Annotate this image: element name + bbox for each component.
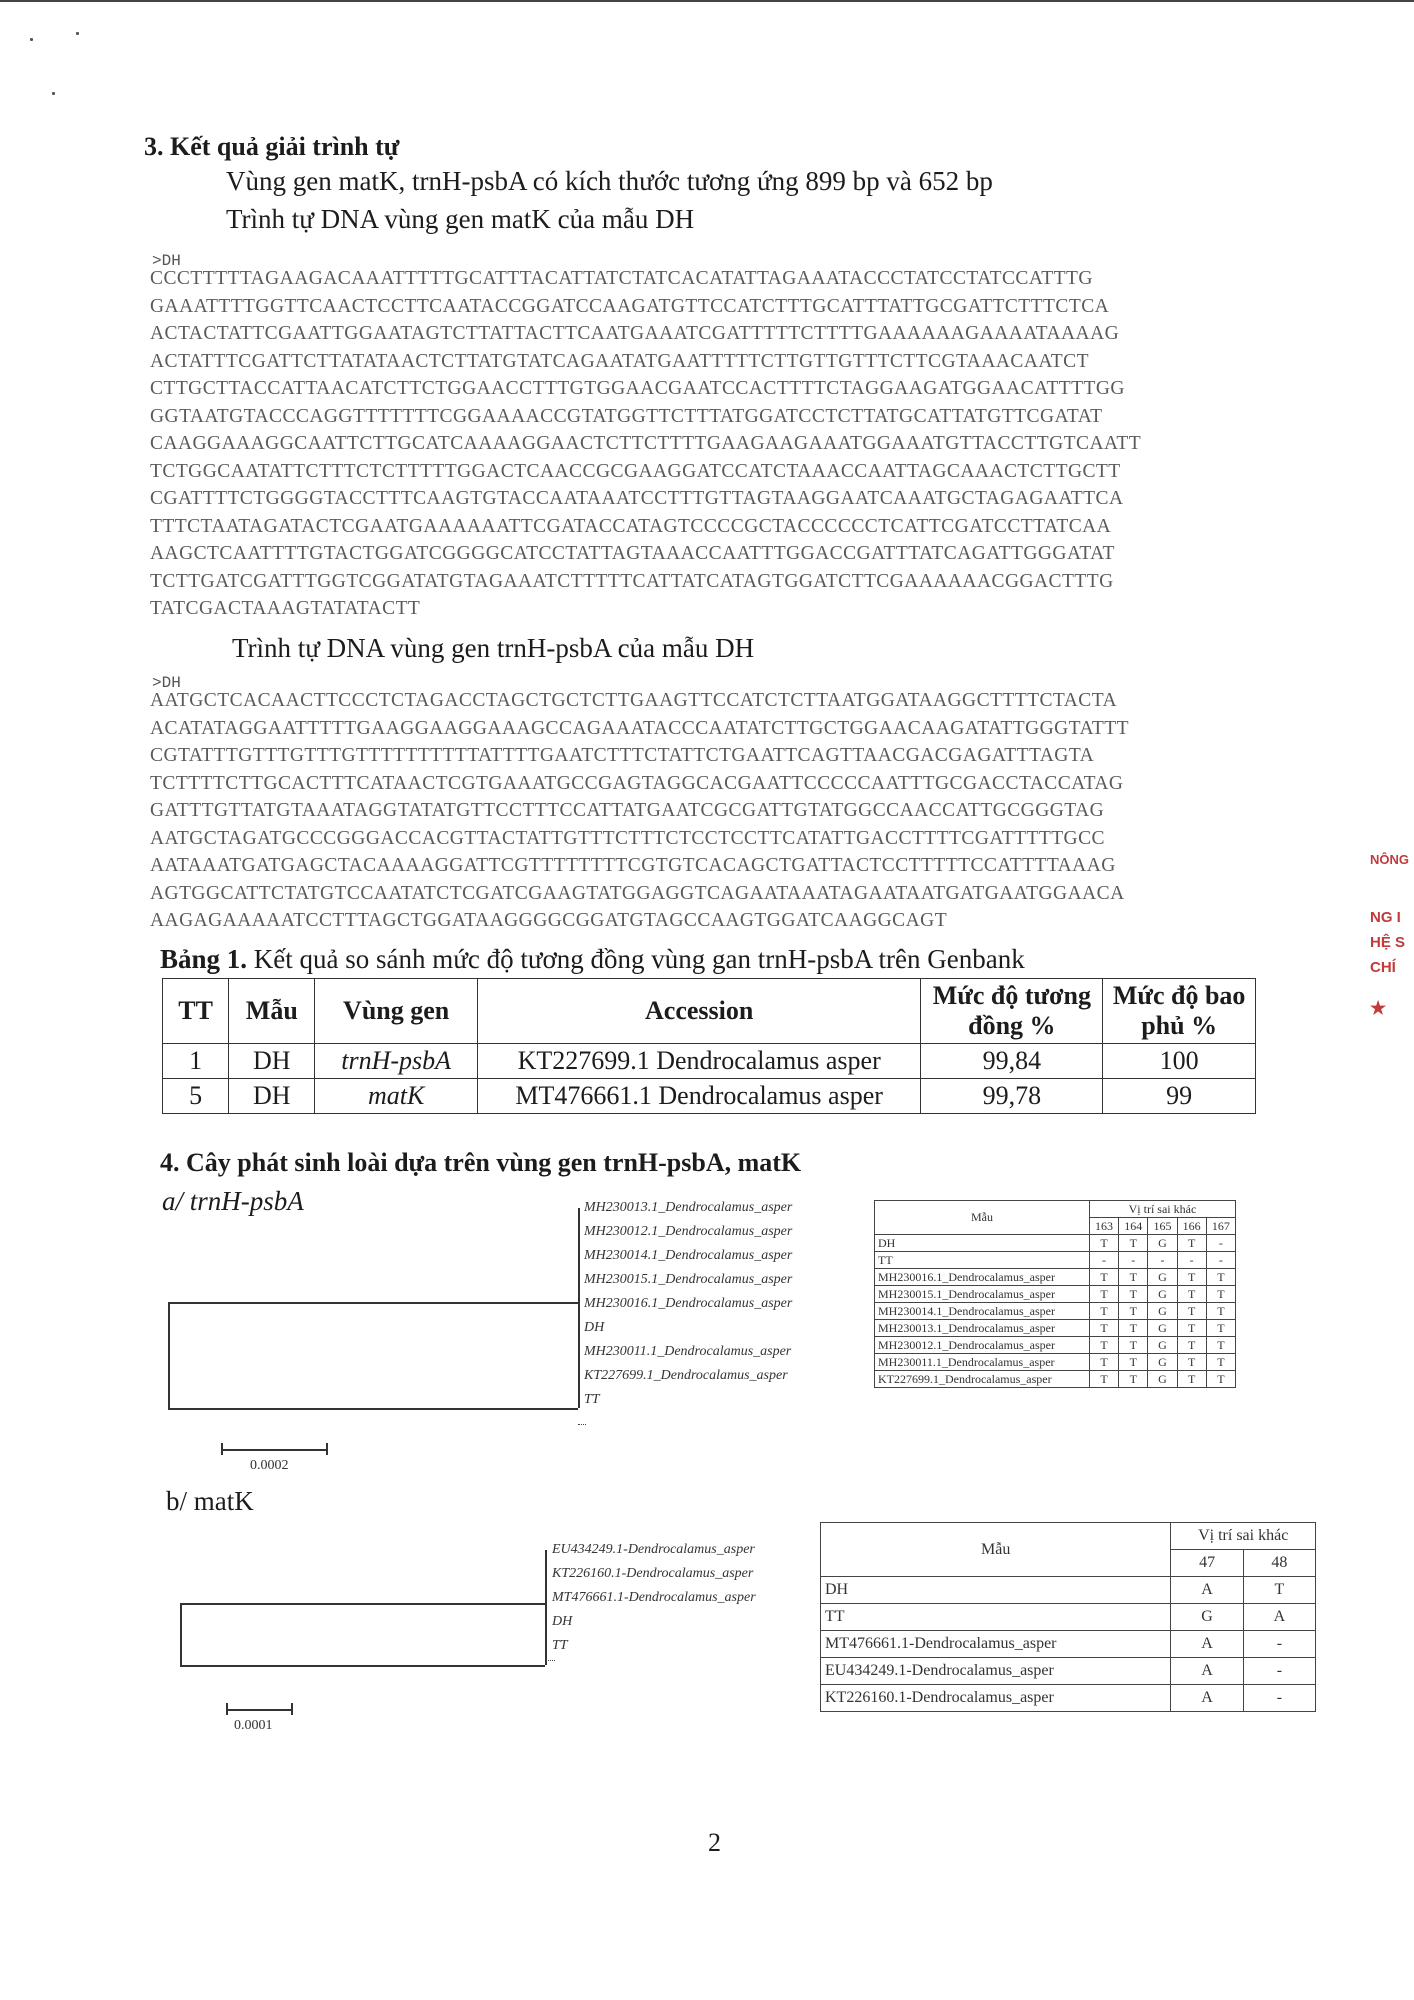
variant-table-cell: A [1171,1658,1243,1685]
variant-table-cell: A [1171,1577,1243,1604]
tree-a-scale-bar [221,1449,327,1451]
tree-leaf-label: MH230014.1_Dendrocalamus_asper [584,1248,793,1263]
variant-table-sample: MH230012.1_Dendrocalamus_asper [875,1337,1090,1354]
variant-table-cell: T [1089,1235,1118,1252]
scan-speck [30,38,33,41]
variant-table-cell: T [1089,1354,1118,1371]
variant-table-cell: T [1119,1320,1148,1337]
table-cell: 5 [163,1079,229,1114]
tree-a-branch [168,1302,578,1304]
sequence-line: AGTGGCATTCTATGTCCAATATCTCGATCGAAGTATGGAGGTCAGAATAAATAGAATAATGATGAATGGAACA [150,882,1125,904]
tree-leaf-label: EU434249.1-Dendrocalamus_asper [552,1542,755,1557]
variant-table-position: 163 [1089,1218,1118,1235]
tree-a-leaves [584,1196,792,1412]
variant-table-cell: T [1119,1303,1148,1320]
tree-leaf-label: KT226160.1-Dendrocalamus_asper [552,1566,754,1581]
variant-table-cell: T [1177,1286,1206,1303]
table-row [821,1604,1316,1631]
table-cell: matK [315,1079,478,1114]
variant-table-cell: - [1206,1235,1235,1252]
variant-table-cell: T [1206,1337,1235,1354]
table-1-header-tuong-dong: Mức độ tương đồng % [921,979,1103,1044]
table-1-header-vung-gen: Vùng gen [315,979,478,1044]
sequence-line: AATGCTCACAACTTCCCTCTAGACCTAGCTGCTCTTGAAGTTCCATCTCTTAATGGATAAGGCTTTTCTACTA [150,690,1118,711]
tree-b-branch [180,1603,182,1665]
table-row [875,1320,1236,1337]
variant-table-cell: - [1177,1252,1206,1269]
variant-table-sample: KT227699.1_Dendrocalamus_asper [875,1371,1090,1388]
matk-sequence-caption: Trình tự DNA vùng gen matK của mẫu DH [226,204,695,234]
variant-table-sample: TT [875,1252,1090,1269]
tree-b-branch [180,1665,545,1667]
stamp-star-icon: ★ [1370,998,1387,1018]
variant-table-cell: T [1089,1303,1118,1320]
sequence-line: TCTGGCAATATTCTTTCTCTTTTTGGACTCAACCGCGAAGGATCCATCTAAACCAATTAGCAAACTCTTGCTT [150,460,1121,482]
variant-table-sample: DH [875,1235,1090,1252]
stamp-line: CHÍ [1370,959,1396,976]
top-rule [0,0,1414,2]
table-cell: trnH-psbA [315,1044,478,1079]
table-1-header-accession: Accession [477,979,920,1044]
table-row [163,1079,1256,1114]
tree-a-branch [168,1302,170,1408]
table-1-header-tt: TT [163,979,229,1044]
variant-table-cell: T [1177,1303,1206,1320]
variant-table-cell: - [1089,1252,1118,1269]
trnh-sequence [150,687,1129,935]
variant-table-cell: - [1148,1252,1177,1269]
tree-b-scale-tick [226,1703,228,1715]
variant-table-sample: MH230015.1_Dendrocalamus_asper [875,1286,1090,1303]
table-cell: MT476661.1 Dendrocalamus asper [477,1079,920,1114]
variant-table-header-mau: Mẫu [875,1201,1090,1235]
table-1-caption-prefix: Bảng 1. [160,944,248,974]
variant-table-cell: - [1243,1631,1315,1658]
sequence-line: TATCGACTAAAGTATATACTT [150,598,421,619]
sequence-line: ACTATTTCGATTCTTATATAACTCTTATGTATCAGAATATGAATTTTTCTTGTTGTTTCTTCGTAAACAATCT [150,350,1089,372]
variant-table-cell: G [1148,1354,1177,1371]
variant-table-cell: - [1206,1252,1235,1269]
variant-table-position: 48 [1243,1550,1315,1577]
tree-b-branch [180,1603,545,1605]
table-cell: DH [229,1044,315,1079]
variant-table-cell: T [1177,1269,1206,1286]
table-cell: KT227699.1 Dendrocalamus asper [477,1044,920,1079]
sequence-line: CGTATTTGTTTGTTTGTTTTTTTTTTATTTTGAATCTTTCTATTCTGAATTCAGTTAACGACGAGATTTAGTA [150,745,1095,766]
tree-a-scale-tick [221,1443,223,1455]
variant-table-sample: KT226160.1-Dendrocalamus_asper [821,1685,1171,1712]
variant-table-cell: T [1206,1286,1235,1303]
tree-b-scale-label: 0.0001 [234,1718,273,1733]
sequence-line: ACATATAGGAATTTTTGAAGGAAGGAAAGCCAGAAATACCCAATATCTTGCTGGAACAAGATATTGGGTATTT [150,717,1129,739]
variant-table-position: 164 [1119,1218,1148,1235]
variant-table-cell: T [1206,1269,1235,1286]
tree-leaf-label: MH230013.1_Dendrocalamus_asper [584,1200,793,1215]
variant-table-cell: T [1089,1337,1118,1354]
tree-b-scale-bar [226,1709,292,1711]
sequence-line: GAAATTTTGGTTCAACTCCTTCAATACCGGATCCAAGATGTTCCATCTTTGCATTTATTGCGATTCTTTCTCA [150,295,1110,317]
table-cell: 99,84 [921,1044,1103,1079]
tree-a-scale-tick [326,1443,328,1455]
tree-b-scale-tick [291,1703,293,1715]
section-3-heading: 3. Kết quả giải trình tự [144,132,400,161]
table-row [875,1371,1236,1388]
variant-table-header-positions: Vị trí sai khác [1171,1523,1316,1550]
variant-table-position: 165 [1148,1218,1177,1235]
table-row [821,1658,1316,1685]
variant-table-cell: T [1089,1371,1118,1388]
variant-table-cell: T [1119,1235,1148,1252]
variant-table-cell: T [1119,1269,1148,1286]
variant-table-sample: MH230013.1_Dendrocalamus_asper [875,1320,1090,1337]
variant-table-cell: A [1171,1685,1243,1712]
tree-leaf-label: KT227699.1_Dendrocalamus_asper [584,1368,788,1383]
tree-leaf-label: MH230011.1_Dendrocalamus_asper [584,1344,792,1359]
variant-table-cell: - [1243,1658,1315,1685]
variant-table-sample: MH230016.1_Dendrocalamus_asper [875,1269,1090,1286]
table-1-caption-text: Kết quả so sánh mức độ tương đồng vùng gan trnH-psbA trên Genbank [247,944,1025,974]
table-cell: 99,78 [921,1079,1103,1114]
variant-table-cell: T [1177,1320,1206,1337]
table-row [875,1303,1236,1320]
variant-table-cell: - [1243,1685,1315,1712]
tree-leaf-label: DH [584,1320,605,1335]
sequence-line: ACTACTATTCGAATTGGAATAGTCTTATTACTTCAATGAAATCGATTTTTCTTTTGAAAAAAGAAAATAAAAG [150,323,1120,344]
sequence-line: GATTTGTTATGTAAATAGGTATATGTTCCTTTCCATTATGAATCGCGATTGTATGGCCAACCATTGCGGGTAG [150,800,1105,821]
tree-a-scale-label: 0.0002 [250,1458,289,1473]
table-row [163,1044,1256,1079]
tree-leaf-label: TT [552,1638,568,1653]
variant-table-cell: T [1206,1320,1235,1337]
variant-table-header-mau: Mẫu [821,1523,1171,1577]
variant-table-sample: MH230014.1_Dendrocalamus_asper [875,1303,1090,1320]
variant-table-cell: G [1148,1337,1177,1354]
tree-leaf-label: TT [584,1392,600,1407]
variant-table-cell: T [1089,1320,1118,1337]
variant-table-cell: G [1148,1269,1177,1286]
sequence-line: AAGCTCAATTTTGTACTGGATCGGGGCATCCTATTAGTAAACCAATTTGGACCGATTTATCAGATTGGGATAT [150,543,1115,564]
table-row [875,1286,1236,1303]
variant-table-cell: T [1243,1577,1315,1604]
table-1 [162,978,1256,1114]
variant-table-sample: MH230011.1_Dendrocalamus_asper [875,1354,1090,1371]
table-row [821,1577,1316,1604]
variant-table-position: 167 [1206,1218,1235,1235]
variant-table-cell: T [1177,1235,1206,1252]
section-3-intro: Vùng gen matK, trnH-psbA có kích thước tương ứng 899 bp và 652 bp [226,166,993,196]
tree-a-branch [168,1408,578,1410]
variant-table-cell: T [1206,1371,1235,1388]
tree-b-label-text: b/ matK [166,1486,254,1516]
matk-sequence [150,265,1141,623]
tree-a-variant-table [874,1200,1236,1388]
tree-leaf-label: DH [552,1614,573,1629]
variant-table-cell: G [1148,1371,1177,1388]
tree-b-variant-table [820,1522,1316,1712]
variant-table-sample: TT [821,1604,1171,1631]
tree-a-branch [578,1208,580,1408]
sequence-line: TCTTTTCTTGCACTTTCATAACTCGTGAAATGCCGAGTAGGCACGAATTCCCCCAATTTGCGACCTACCATAG [150,772,1124,794]
table-row [821,1685,1316,1712]
table-row [875,1252,1236,1269]
sequence-line: CAAGGAAAGGCAATTCTTGCATCAAAAGGAACTCTTCTTTTGAAGAAGAAATGGAAATGTTACCTTGTCAATT [150,433,1142,454]
tree-b-branch [545,1660,555,1661]
table-cell: 1 [163,1044,229,1079]
trnh-sequence-caption: Trình tự DNA vùng gen trnH-psbA của mẫu DH [232,633,755,663]
sequence-line: CTTGCTTACCATTAACATCTTCTGGAACCTTTGTGGAACGAATCCACTTTTCTAGGAAGATGGAACATTTTGG [150,378,1125,399]
sequence-line: AATGCTAGATGCCCGGGACCACGTTACTATTGTTTCTTTCTCCTCCTTCATATTGACCTTTTCGATTTTTGCC [150,827,1105,849]
variant-table-cell: T [1119,1286,1148,1303]
tree-leaf-label: MH230015.1_Dendrocalamus_asper [584,1272,793,1287]
scan-speck [52,92,55,95]
variant-table-cell: T [1119,1354,1148,1371]
sequence-line: CGATTTTCTGGGGTACCTTTCAAGTGTACCAATAAATCCTTTGTTAGTAAGGAATCAAATGCTAGAGAATTCA [150,488,1124,509]
variant-table-cell: T [1119,1337,1148,1354]
variant-table-cell: A [1243,1604,1315,1631]
variant-table-sample: EU434249.1-Dendrocalamus_asper [821,1658,1171,1685]
variant-table-header-positions: Vị trí sai khác [1089,1201,1235,1218]
stamp-line: NG I [1370,909,1401,926]
table-cell: DH [229,1079,315,1114]
variant-table-cell: T [1206,1303,1235,1320]
sequence-line: AATAAATGATGAGCTACAAAAGGATTCGTTTTTTTTCGTGTCACAGCTGATTACTCCTTTTTCCATTTTAAAG [150,855,1116,876]
table-row [875,1337,1236,1354]
stamp-line: NÔNG [1370,852,1409,867]
scan-speck [76,32,79,35]
table-1-header-bao-phu: Mức độ bao phủ % [1103,979,1256,1044]
margin-stamp [1370,852,1414,1019]
table-row [821,1631,1316,1658]
tree-a-branch [578,1424,586,1425]
section-4-heading: 4. Cây phát sinh loài dựa trên vùng gen trnH-psbA, matK [160,1148,802,1177]
table-row [875,1269,1236,1286]
table-row [875,1235,1236,1252]
matk-sequence-label: >DH [152,252,181,270]
variant-table-cell: T [1177,1371,1206,1388]
variant-table-cell: T [1089,1269,1118,1286]
variant-table-cell: G [1148,1320,1177,1337]
sequence-line: TTTCTAATAGATACTCGAATGAAAAAATTCGATACCATAGTCCCCGCTACCCCCCTCATTCGATCCTTATCAA [150,515,1112,537]
variant-table-cell: A [1171,1631,1243,1658]
table-cell: 100 [1103,1044,1256,1079]
variant-table-sample: DH [821,1577,1171,1604]
variant-table-cell: G [1148,1303,1177,1320]
page-number: 2 [708,1828,721,1857]
tree-leaf-label: MH230016.1_Dendrocalamus_asper [584,1296,793,1311]
trnh-sequence-label: >DH [152,674,181,692]
sequence-line: GGTAATGTACCCAGGTTTTTTTCGGAAAACCGTATGGTTCTTTATGGATCCTCTTATGCATTATGTTCGATAT [150,405,1103,427]
table-1-header-mau: Mẫu [229,979,315,1044]
tree-b-label [166,1486,254,1517]
variant-table-cell: G [1148,1286,1177,1303]
tree-b-leaves [552,1538,756,1658]
sequence-line: CCCTTTTTAGAAGACAAATTTTTGCATTTACATTATCTATCACATATTAGAAATACCCTATCCTATCCATTTG [150,268,1093,289]
sequence-line: TCTTGATCGATTTGGTCGGATATGTAGAAATCTTTTTCATTATCATAGTGGATCTTCGAAAAAACGGACTTTG [150,570,1114,592]
variant-table-cell: - [1119,1252,1148,1269]
variant-table-cell: T [1206,1354,1235,1371]
table-row [875,1354,1236,1371]
stamp-line: HỆ S [1370,934,1406,951]
variant-table-position: 47 [1171,1550,1243,1577]
variant-table-sample: MT476661.1-Dendrocalamus_asper [821,1631,1171,1658]
tree-leaf-label: MT476661.1-Dendrocalamus_asper [552,1590,756,1605]
table-1-caption [160,944,1025,975]
variant-table-cell: G [1148,1235,1177,1252]
sequence-line: AAGAGAAAAATCCTTTAGCTGGATAAGGGGCGGATGTAGCCAAGTGGATCAAGGCAGT [150,910,948,931]
tree-a-label: a/ trnH-psbA [162,1186,304,1216]
variant-table-cell: T [1177,1337,1206,1354]
variant-table-cell: T [1089,1286,1118,1303]
variant-table-position: 166 [1177,1218,1206,1235]
table-cell: 99 [1103,1079,1256,1114]
variant-table-cell: T [1119,1371,1148,1388]
tree-b-branch [545,1550,547,1665]
variant-table-cell: G [1171,1604,1243,1631]
tree-leaf-label: MH230012.1_Dendrocalamus_asper [584,1224,793,1239]
variant-table-cell: T [1177,1354,1206,1371]
